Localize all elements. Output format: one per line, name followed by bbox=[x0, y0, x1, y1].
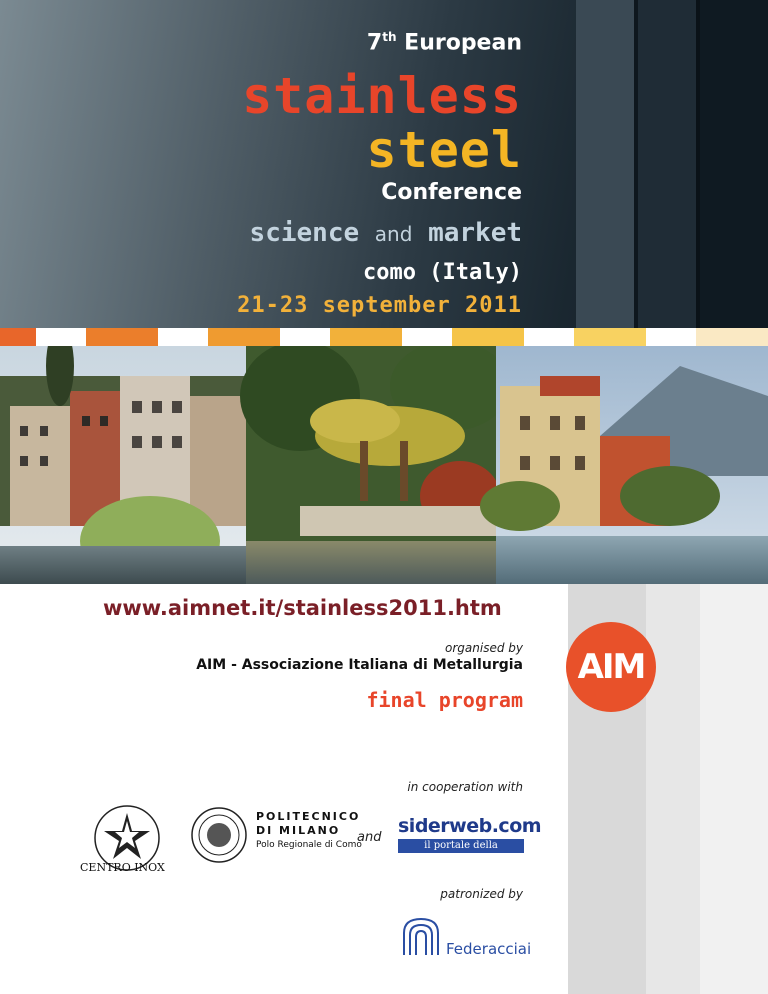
title-conference: Conference bbox=[381, 180, 522, 205]
siderweb-sub-text: il portale della siderurgia bbox=[398, 839, 524, 853]
accent-block bbox=[330, 328, 402, 346]
aim-logo-text: AIM bbox=[577, 647, 645, 687]
accent-block bbox=[208, 328, 280, 346]
subtitle: science and market bbox=[249, 218, 522, 248]
lake-como-illustration bbox=[0, 346, 768, 584]
location-label: como (Italy) bbox=[363, 260, 522, 285]
politecnico-seal-icon bbox=[190, 806, 248, 864]
final-program-label: final program bbox=[366, 688, 523, 712]
accent-block bbox=[86, 328, 158, 346]
siderweb-logo bbox=[398, 815, 542, 865]
edition-label: 7th European bbox=[366, 30, 522, 56]
accent-block bbox=[574, 328, 646, 346]
title-stainless: stainless bbox=[242, 67, 522, 125]
header-band bbox=[0, 0, 768, 328]
header-strip bbox=[576, 0, 634, 328]
aim-logo-icon bbox=[566, 622, 656, 712]
polimi-name-line1: POLITECNICO bbox=[256, 810, 361, 823]
accent-block bbox=[696, 328, 768, 346]
siderweb-main-text: siderweb.com bbox=[398, 815, 542, 837]
accent-block bbox=[452, 328, 524, 346]
polimi-name-line2: DI MILANO bbox=[256, 824, 341, 837]
federacciai-name: Federacciai bbox=[446, 940, 532, 958]
centro-inox-label: CENTRO INOX bbox=[80, 861, 165, 874]
grey-strip bbox=[700, 584, 768, 994]
dates-label: 21-23 september 2011 bbox=[237, 293, 522, 318]
organised-by-label: organised by bbox=[445, 641, 523, 655]
federacciai-logo-icon bbox=[398, 915, 444, 959]
cooperation-label: in cooperation with bbox=[407, 780, 523, 794]
header-strip bbox=[638, 0, 696, 328]
accent-block bbox=[0, 328, 36, 346]
polimi-subtitle: Polo Regionale di Como bbox=[256, 840, 362, 850]
organiser-name: AIM - Associazione Italiana di Metallurgia bbox=[196, 657, 523, 673]
title-steel: steel bbox=[366, 121, 522, 179]
and-label: and bbox=[357, 830, 382, 845]
website-link[interactable]: www.aimnet.it/stainless2011.htm bbox=[103, 596, 502, 620]
lake-como-photo bbox=[0, 346, 768, 584]
header-strip bbox=[700, 0, 768, 328]
patronized-label: patronized by bbox=[440, 887, 523, 901]
